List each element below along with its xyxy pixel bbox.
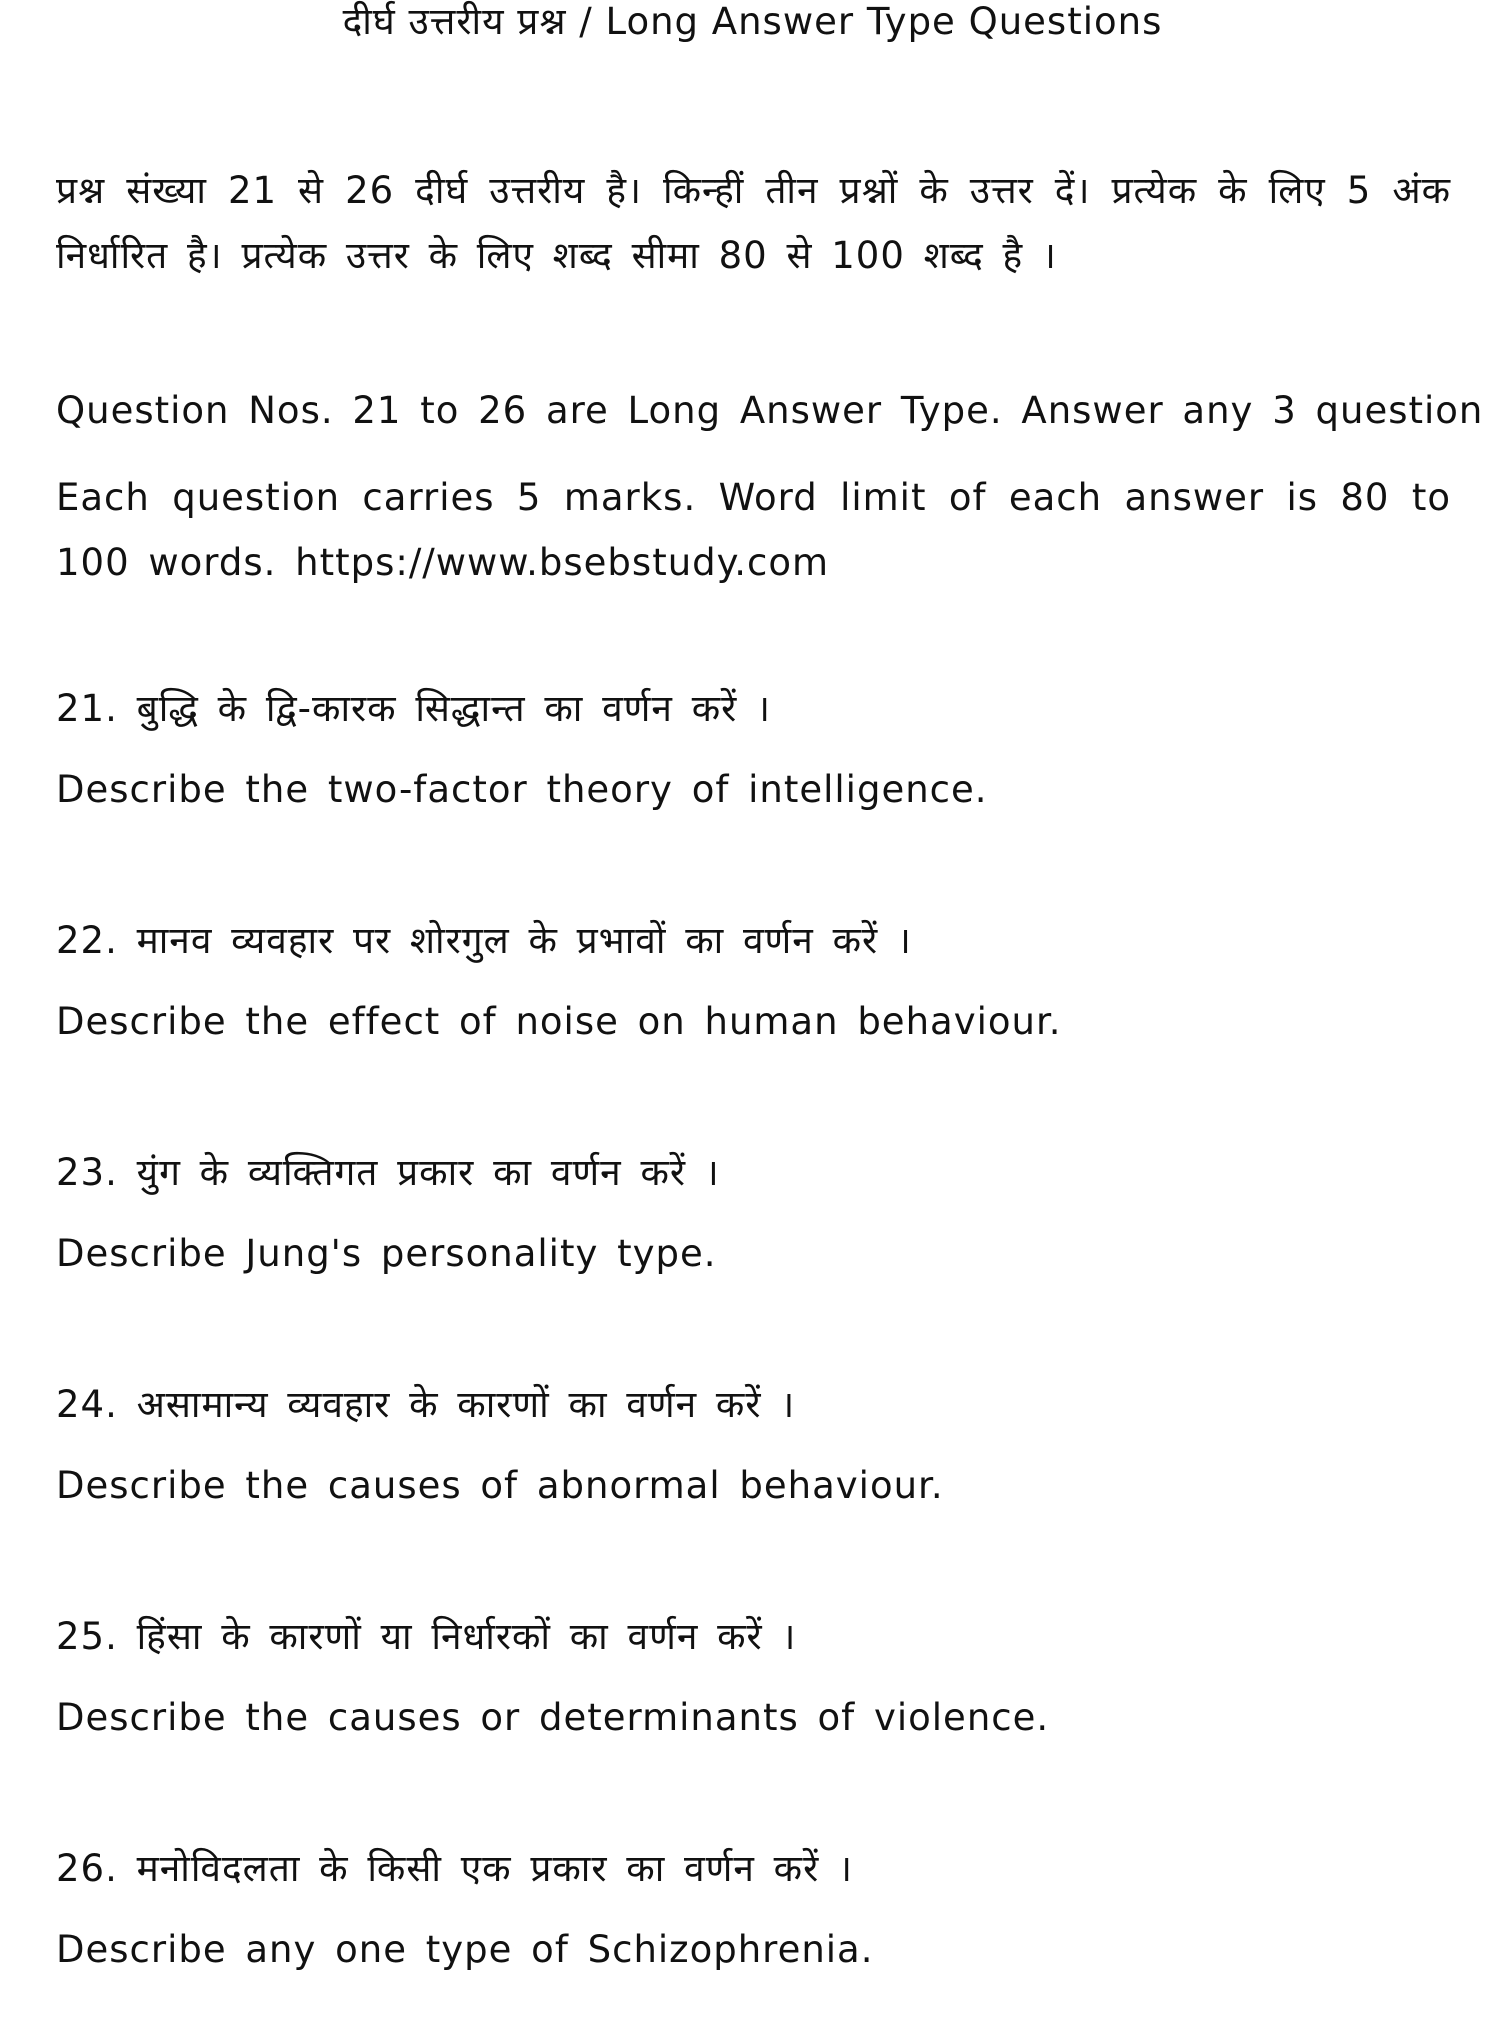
question-english: Describe Jung's personality type. [56,1232,717,1275]
question-hindi: 22. मानव व्यवहार पर शोरगुल के प्रभावों का वर्णन करें । [56,919,912,962]
instructions-hindi: प्रश्न संख्या 21 से 26 दीर्घ उत्तरीय है। किन्हीं तीन प्रश्नों के उत्तर दें। प्रत्येक के लिए 5 अंक निर्धारित है। प्रत्येक उत्तर के लिए शब्द सीमा 80 से 100 शब्द है । [56,169,1451,277]
question-english: Describe the two-factor theory of intelligence. [56,768,988,811]
instructions-english-line1: Question Nos. 21 to 26 are Long Answer Type. Answer any 3 question [56,389,1484,432]
question-hindi: 23. युंग के व्यक्तिगत प्रकार का वर्णन करें । [56,1151,720,1194]
question-english: Describe the causes or determinants of violence. [56,1696,1050,1739]
question-hindi: 21. बुद्धि के द्वि-कारक सिद्धान्त का वर्णन करें । [56,687,772,730]
question-english: Describe any one type of Schizophrenia. [56,1928,874,1971]
question-hindi: 26. मनोविदलता के किसी एक प्रकार का वर्णन करें । [56,1847,853,1890]
page-title: दीर्घ उत्तरीय प्रश्न / Long Answer Type Questions [342,0,1163,43]
question-hindi: 24. असामान्य व्यवहार के कारणों का वर्णन करें । [56,1383,796,1426]
question-english: Describe the effect of noise on human behaviour. [56,1000,1062,1043]
instructions-english-line2: Each question carries 5 marks. Word limit of each answer is 80 to 100 words. https://www.bsebstudy.com [56,476,1451,584]
question-english: Describe the causes of abnormal behaviour. [56,1464,944,1507]
question-hindi: 25. हिंसा के कारणों या निर्धारकों का वर्णन करें । [56,1615,797,1658]
